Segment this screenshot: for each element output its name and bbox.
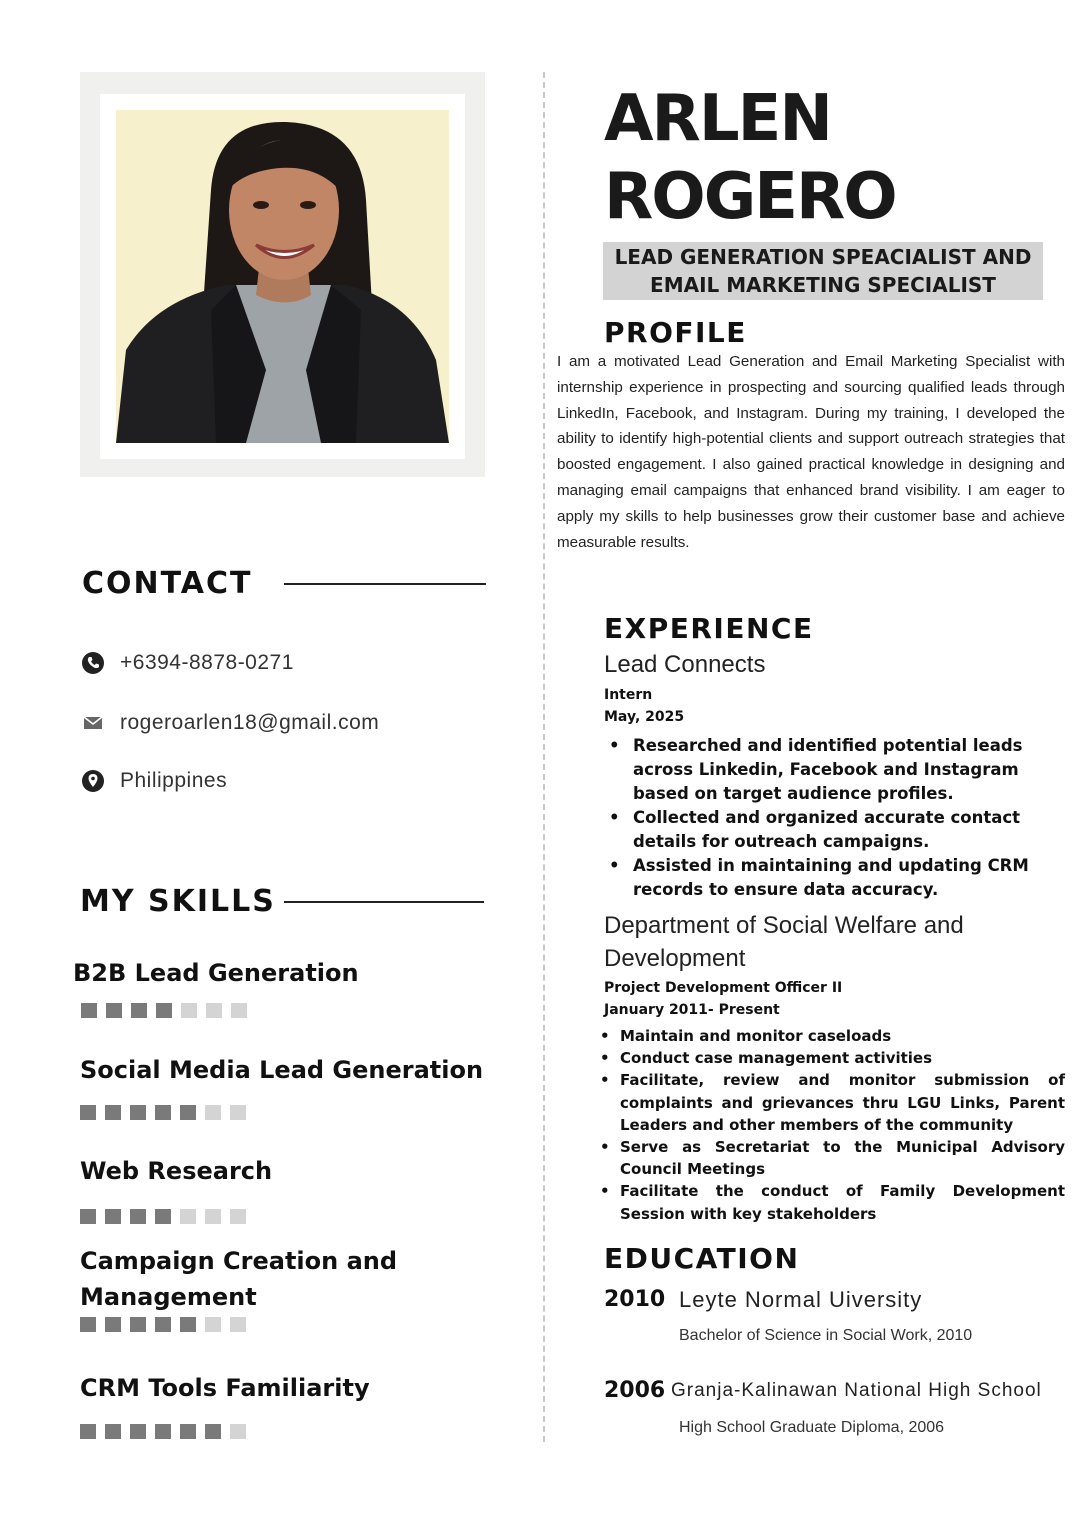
skill-level-filled (81, 1003, 97, 1018)
skill-name: CRM Tools Familiarity (80, 1374, 370, 1402)
profile-summary: I am a motivated Lead Generation and Email Marketing Specialist with internship experience in prospecting and sourcing qualified leads through LinkedIn, Facebook, and Instagram. During my training, I developed the ability to identify high-potential clients and support outreach strategies that boosted engagement. I also gained practical knowledge in designing and managing email campaigns that enhanced brand visibility. I am eager to apply my skills to help businesses grow their customer base and achieve measurable results. (557, 353, 1065, 551)
skill-level-filled (80, 1209, 96, 1224)
job-duty: • Facilitate the conduct of Family Development Session with key stakeholders (620, 1180, 1065, 1224)
job-duty: • Assisted in maintaining and updating CRM records to ensure data accuracy. (633, 854, 1043, 902)
skill-name: Social Media Lead Generation (80, 1056, 484, 1084)
skills-heading-rule (284, 901, 484, 903)
profile-photo-panel (80, 72, 485, 477)
skill-level-bar (80, 1424, 500, 1439)
education-degree: Bachelor of Science in Social Work, 2010 (679, 1327, 973, 1344)
job-duties-list (620, 1025, 1065, 1225)
skill-level-filled (105, 1317, 121, 1332)
skill-level-empty (205, 1317, 221, 1332)
skill-level-filled (80, 1317, 96, 1332)
skill-item (80, 1153, 500, 1224)
skill-item (80, 1052, 500, 1120)
job-role: Project Development Officer II (604, 980, 843, 996)
skill-level-filled (105, 1105, 121, 1120)
job-role: Intern (604, 687, 653, 703)
job-duty: • Conduct case management activities (620, 1047, 1065, 1069)
contact-heading-rule (284, 583, 486, 585)
email-address[interactable]: rogeroarlen18@gmail.com (120, 711, 380, 734)
skill-level-filled (105, 1424, 121, 1439)
skill-name: B2B Lead Generation (73, 959, 359, 987)
skill-level-filled (80, 1424, 96, 1439)
skill-level-filled (180, 1105, 196, 1120)
skill-item (73, 955, 493, 1018)
skill-level-empty (205, 1105, 221, 1120)
skill-level-empty (230, 1209, 246, 1224)
first-name: ARLEN (604, 82, 831, 156)
skill-level-filled (155, 1317, 171, 1332)
education-school: Granja-Kalinawan National High School (671, 1380, 1042, 1401)
skill-level-filled (156, 1003, 172, 1018)
skill-level-empty (206, 1003, 222, 1018)
skill-level-filled (80, 1105, 96, 1120)
column-divider (543, 72, 545, 1442)
skill-level-filled (130, 1424, 146, 1439)
skill-level-filled (130, 1209, 146, 1224)
skill-level-empty (230, 1424, 246, 1439)
job-duty: • Serve as Secretariat to the Municipal Advisory Council Meetings (620, 1136, 1065, 1180)
job-duty: • Collected and organized accurate contact details for outreach campaigns. (633, 806, 1043, 854)
skill-level-filled (130, 1105, 146, 1120)
job-title-line: LEAD GENERATION SPEACIALIST AND (614, 245, 1032, 269)
skill-level-filled (131, 1003, 147, 1018)
skill-level-empty (230, 1105, 246, 1120)
skill-level-bar (80, 1105, 500, 1120)
contact-email (80, 710, 379, 736)
skill-level-empty (205, 1209, 221, 1224)
contact-heading: CONTACT (82, 566, 253, 601)
skill-item (80, 1370, 500, 1439)
contact-location (80, 768, 227, 794)
location-text: Philippines (120, 769, 228, 792)
skill-level-bar (80, 1317, 420, 1332)
last-name: ROGERO (604, 160, 896, 234)
skill-level-filled (155, 1424, 171, 1439)
job-company: Lead Connects (604, 651, 766, 678)
job-company: Department of Social Welfare and Development (604, 912, 964, 972)
portrait-illustration (116, 110, 449, 443)
location-pin-icon (80, 768, 106, 794)
mail-icon (80, 710, 106, 736)
skill-level-filled (105, 1209, 121, 1224)
skill-level-filled (106, 1003, 122, 1018)
profile-heading: PROFILE (604, 316, 747, 349)
job-date: May, 2025 (604, 709, 685, 725)
skills-heading: MY SKILLS (80, 884, 276, 919)
skill-level-empty (180, 1209, 196, 1224)
skill-level-empty (181, 1003, 197, 1018)
skill-level-filled (180, 1317, 196, 1332)
skill-level-bar (81, 1003, 493, 1018)
job-date: January 2011- Present (604, 1002, 780, 1018)
education-degree: High School Graduate Diploma, 2006 (679, 1419, 945, 1436)
contact-phone (80, 650, 294, 676)
skill-level-filled (130, 1317, 146, 1332)
profile-photo (100, 94, 465, 459)
skill-level-filled (205, 1424, 221, 1439)
experience-heading: EXPERIENCE (604, 612, 814, 645)
education-school: Leyte Normal Uiversity (679, 1287, 923, 1312)
skill-level-filled (180, 1424, 196, 1439)
education-year: 2006 (604, 1378, 666, 1403)
job-title-band (603, 242, 1043, 300)
skill-name: Web Research (80, 1157, 273, 1185)
phone-icon (80, 650, 106, 676)
skill-name: Campaign Creation and Management (80, 1247, 398, 1311)
skill-level-empty (230, 1317, 246, 1332)
skill-level-filled (155, 1209, 171, 1224)
skill-level-empty (231, 1003, 247, 1018)
skill-level-bar (80, 1209, 500, 1224)
education-year: 2010 (604, 1287, 666, 1312)
education-heading: EDUCATION (604, 1242, 800, 1275)
candidate-name (604, 80, 896, 236)
skill-item (80, 1243, 420, 1332)
job-duties-list (633, 734, 1043, 902)
phone-number[interactable]: +6394-8878-0271 (120, 651, 294, 674)
skill-level-filled (155, 1105, 171, 1120)
job-duty: • Researched and identified potential leads across Linkedin, Facebook and Instagram based on target audience profiles. (633, 734, 1043, 806)
job-duty: • Facilitate, review and monitor submission of complaints and grievances thru LGU Links, Parent Leaders and other members of the community (620, 1069, 1065, 1136)
job-duty: • Maintain and monitor caseloads (620, 1025, 1065, 1047)
job-title-line: EMAIL MARKETING SPECIALIST (650, 273, 996, 297)
